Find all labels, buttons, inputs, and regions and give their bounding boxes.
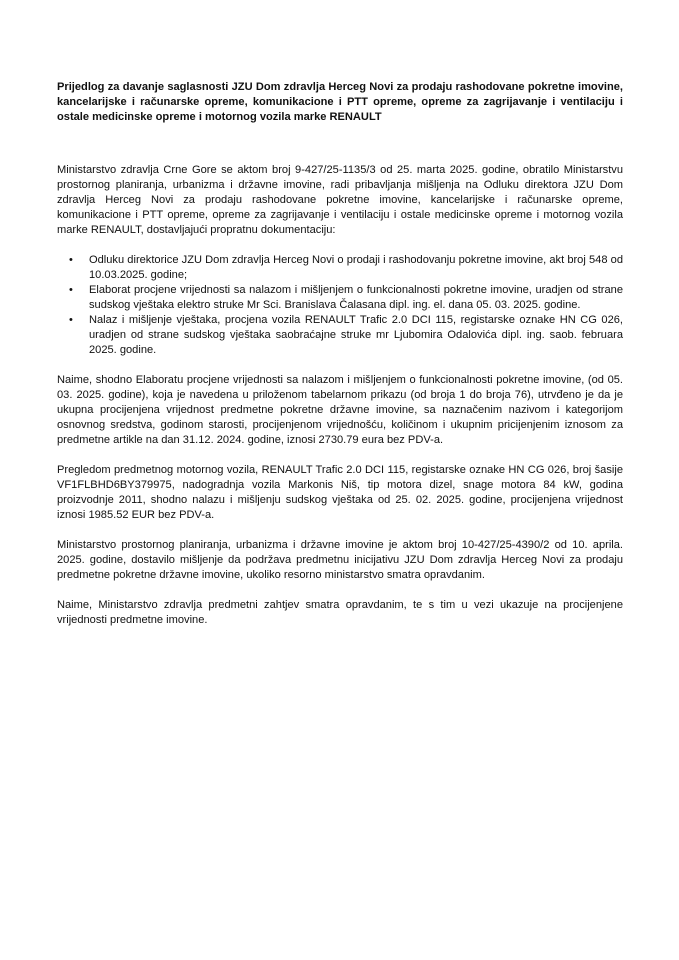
bullet-icon: • [69, 284, 73, 296]
elaborat-paragraph: Naime, shodno Elaboratu procjene vrijednosti sa nalazom i mišljenjem o funkcionalnosti pokretne imovine, (od 05. 03. 2025. godine), koja je navedena u priloženom tabelarnom prikazu (od broja 1 do broja 76), utrvđeno je da je ukupna procijenjena vrijednost predmetne pokretne državne imovine, sa naznačenim nazivom i kategorijom osnovnog sredstva, godinom starosti, procijenjenom vrijednošću, količinom i ukupnim pricijenjenim iznosom za predmetne artikle na dan 31.12. 2024. godine, iznosi 2730.79 eura bez PDV-a. [57, 374, 623, 446]
attachment-text: Elaborat procjene vrijednosti sa nalazom i mišljenjem o funkcionalnosti pokretne imovine, uradjen od strane sudskog vještaka elektro struke Mr Sci. Branislava Čalasana dipl. ing. el. dana 05. 03. 2025. godine. [89, 284, 623, 311]
document-title: Prijedlog za davanje saglasnosti JZU Dom zdravlja Herceg Novi za prodaju rashodovane pokretne imovine, kancelarijske i računarske opreme, komunikacione i PTT opreme, opreme za zagrijavanje i ventilaciju i ostale medicinske opreme i motornog vozila marke RENAULT [57, 81, 623, 123]
list-item [57, 313, 623, 358]
bullet-icon: • [69, 314, 73, 326]
vehicle-paragraph: Pregledom predmetnog motornog vozila, RENAULT Trafic 2.0 DCI 115, registarske oznake HN CG 026, broj šasije VF1FLBHD6BY379975, nadogradnja vozila Markonis Niš, tip motora dizel, snage motora 84 kW, godina proizvodnje 2011, shodno nalazu i mišljenju sudskog vještaka od 25. 02. 2025. godine, procijenjena vrijednost iznosi 1985.52 EUR bez PDV-a. [57, 464, 623, 521]
intro-paragraph: Ministarstvo zdravlja Crne Gore se aktom broj 9-427/25-1135/3 od 25. marta 2025. godine, obratilo Ministarstvu prostornog planiranja, urbanizma i državne imovine, radi pribavljanja mišljenja na Odluku direktora JZU Dom zdravlja Herceg Novi za prodaju rashodovane pokretne imovine, kancelarijske i računarske opreme, komunikacione i PTT opreme, opreme za zagrijavanje i ventilaciju i ostale medicinske opreme i motornog vozila marke RENAULT, dostavljajući propratnu dokumentaciju: [57, 164, 623, 236]
list-item [57, 253, 623, 283]
attachments-list [57, 253, 623, 358]
ministry-opinion-paragraph: Ministarstvo prostornog planiranja, urbanizma i državne imovine je aktom broj 10-427/25-4390/2 od 10. aprila. 2025. godine, dostavilo mišljenje da podržava predmetnu inicijativu JZU Dom zdravlja Herceg Novi za prodaju predmetne pokretne državne imovine, ukoliko resorno ministarstvo smatra opravdanim. [57, 539, 623, 581]
list-item [57, 283, 623, 313]
attachment-text: Odluku direktorice JZU Dom zdravlja Herceg Novi o prodaji i rashodovanju pokretne imovine, akt broj 548 od 10.03.2025. godine; [89, 254, 623, 281]
conclusion-paragraph: Naime, Ministarstvo zdravlja predmetni zahtjev smatra opravdanim, te s tim u vezi ukazuje na procijenjene vrijednosti predmetne imovine. [57, 599, 623, 626]
bullet-icon: • [69, 254, 73, 266]
document-page [57, 80, 623, 643]
attachment-text: Nalaz i mišljenje vještaka, procjena vozila RENAULT Trafic 2.0 DCI 115, registarske oznake HN CG 026, uradjen od strane sudskog vještaka saobraćajne struke mr Ljubomira Odalovića dipl. ing. saob. februara 2025. godine. [89, 314, 623, 356]
